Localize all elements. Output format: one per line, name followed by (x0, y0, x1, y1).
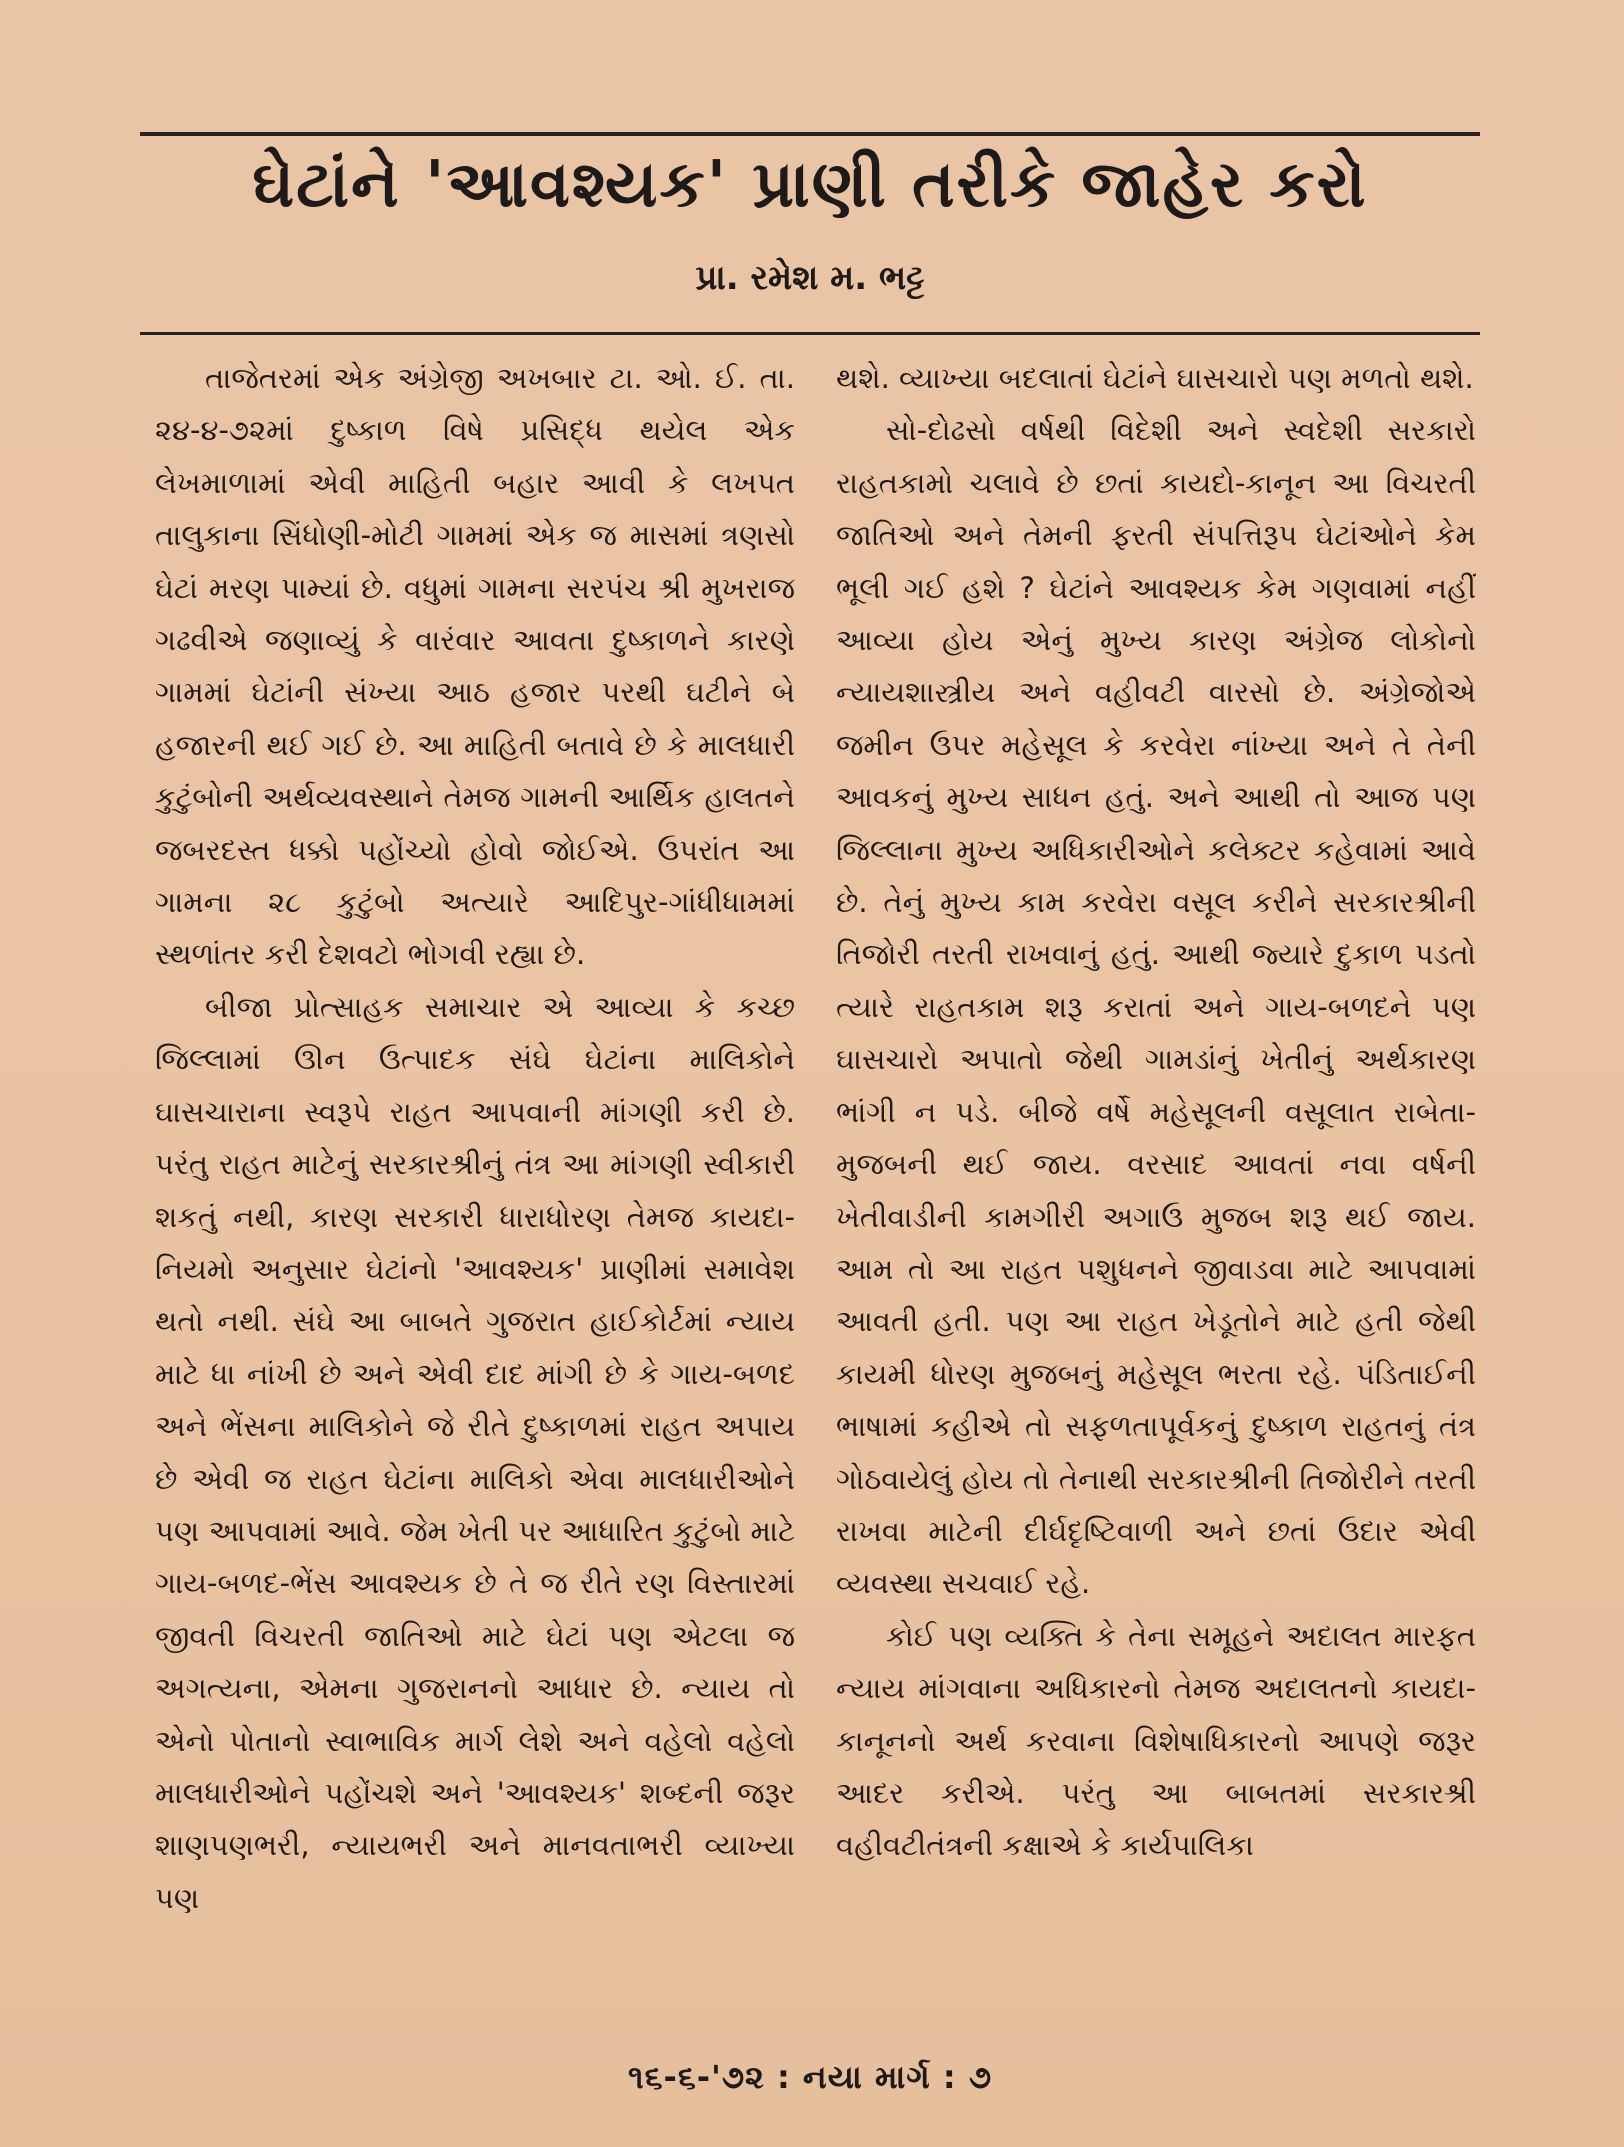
right-column (836, 352, 1476, 1992)
left-column (155, 352, 795, 1992)
paragraph-continuation: થશે. વ્યાખ્યા બદલાતાં ઘેટાંને ઘાસચારો પણ મળતો થશે. (836, 361, 1474, 395)
paragraph: કોઈ પણ વ્યક્તિ કે તેના સમૂહને અદાલત મારફત ન્યાય માંગવાના અધિકારનો તેમજ અદાલતનો કાયદા-કાનૂનનો અર્થ કરવાના વિશેષાધિકારનો આપણે જરૂર આદર કરીએ. પરંતુ આ બાબતમાં સરકારશ્રી વહીવટીતંત્રની કક્ષાએ કે કાર્યપાલિકા (836, 1618, 1476, 1863)
header-rule (140, 332, 1480, 335)
top-rule (140, 132, 1480, 136)
paragraph: સો-દોઢસો વર્ષથી વિદેશી અને સ્વદેશી સરકારો રાહતકામો ચલાવે છે છતાં કાયદો-કાનૂન આ વિચરતી જાતિઓ અને તેમની ફરતી સંપત્તિરૂપ ઘેટાંઓને કેમ ભૂલી ગઈ હશે ? ઘેટાંને આવશ્યક કેમ ગણવામાં નહીં આવ્યા હોય એનું મુખ્ય કારણ અંગ્રેજ લોકોનો ન્યાયશાસ્ત્રીય અને વહીવટી વારસો છે. અંગ્રેજોએ જમીન ઉપર મહેસૂલ કે કરવેરા નાંખ્યા અને તે તેની આવકનું મુખ્ય સાધન હતું. અને આથી તો આજ પણ જિલ્લાના મુખ્ય અધિકારીઓને કલેક્ટર કહેવામાં આવે છે. તેનું મુખ્ય કામ કરવેરા વસૂલ કરીને સરકારશ્રીની તિજોરી તરતી રાખવાનું હતું. આથી જ્યારે દુકાળ પડતો ત્યારે રાહતકામ શરૂ કરાતાં અને ગાય-બળદને પણ ઘાસચારો અપાતો જેથી ગામડાંનું ખેતીનું અર્થકારણ ભાંગી ન પડે. બીજે વર્ષે મહેસૂલની વસૂલાત રાબેતા-મુજબની થઈ જાય. વરસાદ આવતાં નવા વર્ષની ખેતીવાડીની કામગીરી અગાઉ મુજબ શરૂ થઈ જાય. આમ તો આ રાહત પશુધનને જીવાડવા માટે આપવામાં આવતી હતી. પણ આ રાહત ખેડૂતોને માટે હતી જેથી કાયમી ધોરણ મુજબનું મહેસૂલ ભરતા રહે. પંડિતાઈની ભાષામાં કહીએ તો સફળતાપૂર્વકનું દુષ્કાળ રાહતનું તંત્ર ગોઠવાયેલું હોય તો તેનાથી સરકારશ્રીની તિજોરીને તરતી રાખવા માટેની દીર્ઘદૃષ્ટિવાળી અને છતાં ઉદાર એવી વ્યવસ્થા સચવાઈ રહે. (836, 413, 1476, 1601)
page-footer: ૧૬-૬-'૭૨ : નયા માર્ગ : ૭ (627, 2058, 993, 2096)
paragraph: તાજેતરમાં એક અંગ્રેજી અખબાર ટા. ઓ. ઈ. તા. ૨૪-૪-૭૨માં દુષ્કાળ વિષે પ્રસિદ્ધ થયેલ એક લેખમાળામાં એવી માહિતી બહાર આવી કે લખપત તાલુકાના સિંધોણી-મોટી ગામમાં એક જ માસમાં ત્રણસો ઘેટાં મરણ પામ્યાં છે. વધુમાં ગામના સરપંચ શ્રી મુખરાજ ગઢવીએ જણાવ્યું કે વારંવાર આવતા દુષ્કાળને કારણે ગામમાં ઘેટાંની સંખ્યા આઠ હજાર પરથી ઘટીને બે હજારની થઈ ગઈ છે. આ માહિતી બતાવે છે કે માલધારી કુટુંબોની અર્થવ્યવસ્થાને તેમજ ગામની આર્થિક હાલતને જબરદસ્ત ધક્કો પહોંચ્યો હોવો જોઈએ. ઉપરાંત આ ગામના ૨૮ કુટુંબો અત્યારે આદિપુર-ગાંધીધામમાં સ્થળાંતર કરી દેશવટો ભોગવી રહ્યા છે. (155, 361, 795, 972)
article-title: ઘેટાંને 'આવશ્યક' પ્રાણી તરીકે જાહેર કરો (252, 148, 1368, 222)
article-author: પ્રા. રમેશ મ. ભટ્ટ (695, 258, 925, 298)
paragraph: બીજા પ્રોત્સાહક સમાચાર એ આવ્યા કે કચ્છ જિલ્લામાં ઊન ઉત્પાદક સંઘે ઘેટાંના માલિકોને ઘાસચારાના સ્વરૂપે રાહત આપવાની માંગણી કરી છે. પરંતુ રાહત માટેનું સરકારશ્રીનું તંત્ર આ માંગણી સ્વીકારી શકતું નથી, કારણ સરકારી ધારાધોરણ તેમજ કાયદા-નિયમો અનુસાર ઘેટાંનો 'આવશ્યક' પ્રાણીમાં સમાવેશ થતો નથી. સંઘે આ બાબતે ગુજરાત હાઈકોર્ટમાં ન્યાય માટે ધા નાંખી છે અને એવી દાદ માંગી છે કે ગાય-બળદ અને ભેંસના માલિકોને જે રીતે દુષ્કાળમાં રાહત અપાય છે એવી જ રાહત ઘેટાંના માલિકો એવા માલધારીઓને પણ આપવામાં આવે. જેમ ખેતી પર આધારિત કુટુંબો માટે ગાય-બળદ-ભેંસ આવશ્યક છે તે જ રીતે રણ વિસ્તારમાં જીવતી વિચરતી જાતિઓ માટે ઘેટાં પણ એટલા જ અગત્યના, એમના ગુજરાનનો આધાર છે. ન્યાય તો એનો પોતાનો સ્વાભાવિક માર્ગ લેશે અને વહેલો વહેલો માલધારીઓને પહોંચશે અને 'આવશ્યક' શબ્દની જરૂર શાણપણભરી, ન્યાયભરી અને માનવતાભરી વ્યાખ્યા પણ (155, 989, 795, 1915)
